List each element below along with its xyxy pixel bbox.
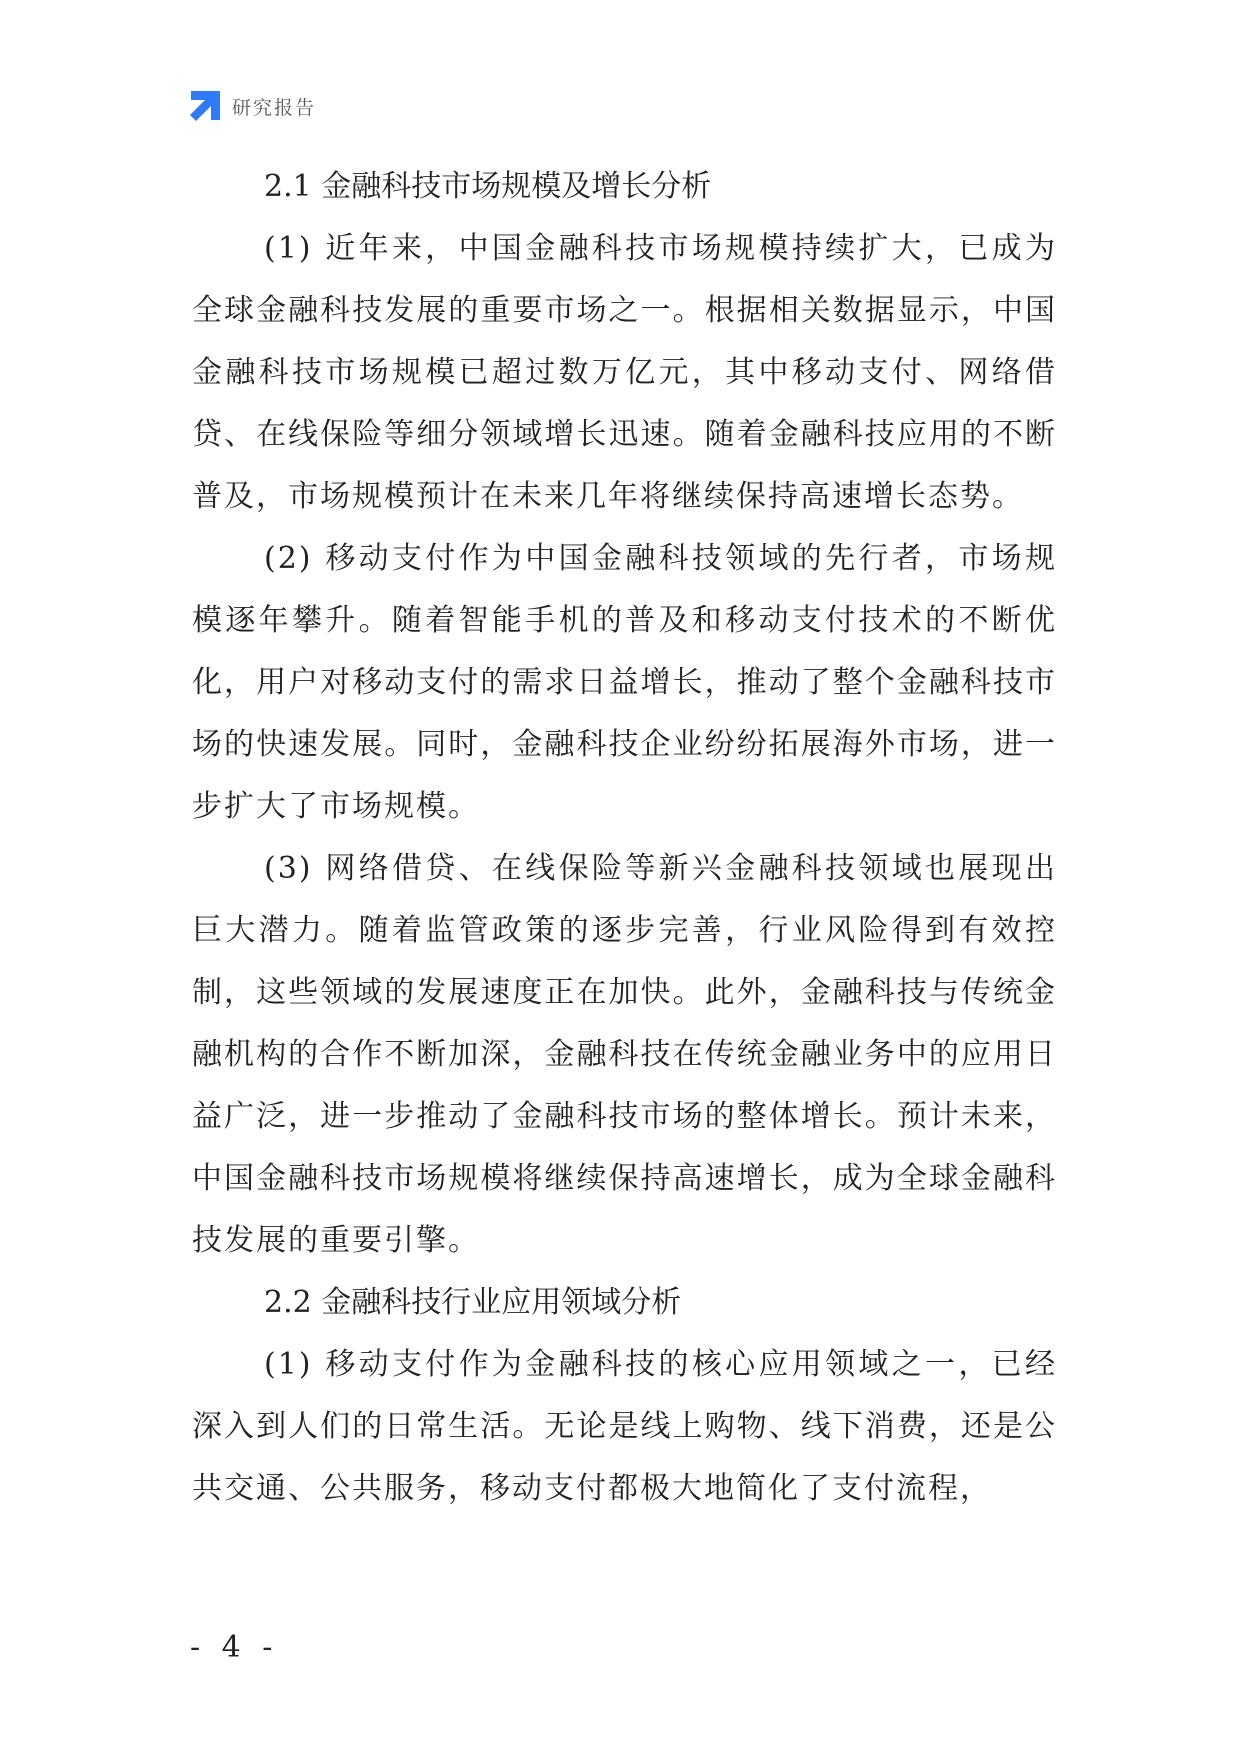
paragraph: (1) 近年来，中国金融科技市场规模持续扩大，已成为全球金融科技发展的重要市场之一。根据相关数据显示，中国金融科技市场规模已超过数万亿元，其中移动支付、网络借贷、在线保险等细分领域增长迅速。随着金融科技应用的不断普及，市场规模预计在未来几年将继续保持高速增长态势。 bbox=[192, 231, 1057, 514]
paragraph: (3) 网络借贷、在线保险等新兴金融科技领域也展现出巨大潜力。随着监管政策的逐步完善，行业风险得到有效控制，这些领域的发展速度正在加快。此外，金融科技与传统金融机构的合作不断加深，金融科技在传统金融业务中的应用日益广泛，进一步推动了金融科技市场的整体增长。预计未来，中国金融科技市场规模将继续保持高速增长，成为全球金融科技发展的重要引擎。 bbox=[192, 851, 1057, 1258]
document-body bbox=[192, 156, 1057, 1520]
page-number: - 4 - bbox=[190, 1630, 279, 1665]
section-heading: 2.1 金融科技市场规模及增长分析 bbox=[264, 169, 712, 204]
paragraph: (1) 移动支付作为金融科技的核心应用领域之一，已经深入到人们的日常生活。无论是线上购物、线下消费，还是公共交通、公共服务，移动支付都极大地简化了支付流程， bbox=[192, 1347, 1057, 1506]
arrow-up-right-icon bbox=[188, 89, 222, 123]
page-header bbox=[188, 88, 316, 124]
paragraph: (2) 移动支付作为中国金融科技领域的先行者，市场规模逐年攀升。随着智能手机的普及和移动支付技术的不断优化，用户对移动支付的需求日益增长，推动了整个金融科技市场的快速发展。同时，金融科技企业纷纷拓展海外市场，进一步扩大了市场规模。 bbox=[192, 541, 1057, 824]
section-heading: 2.2 金融科技行业应用领域分析 bbox=[264, 1285, 682, 1320]
header-label: 研究报告 bbox=[232, 96, 317, 119]
